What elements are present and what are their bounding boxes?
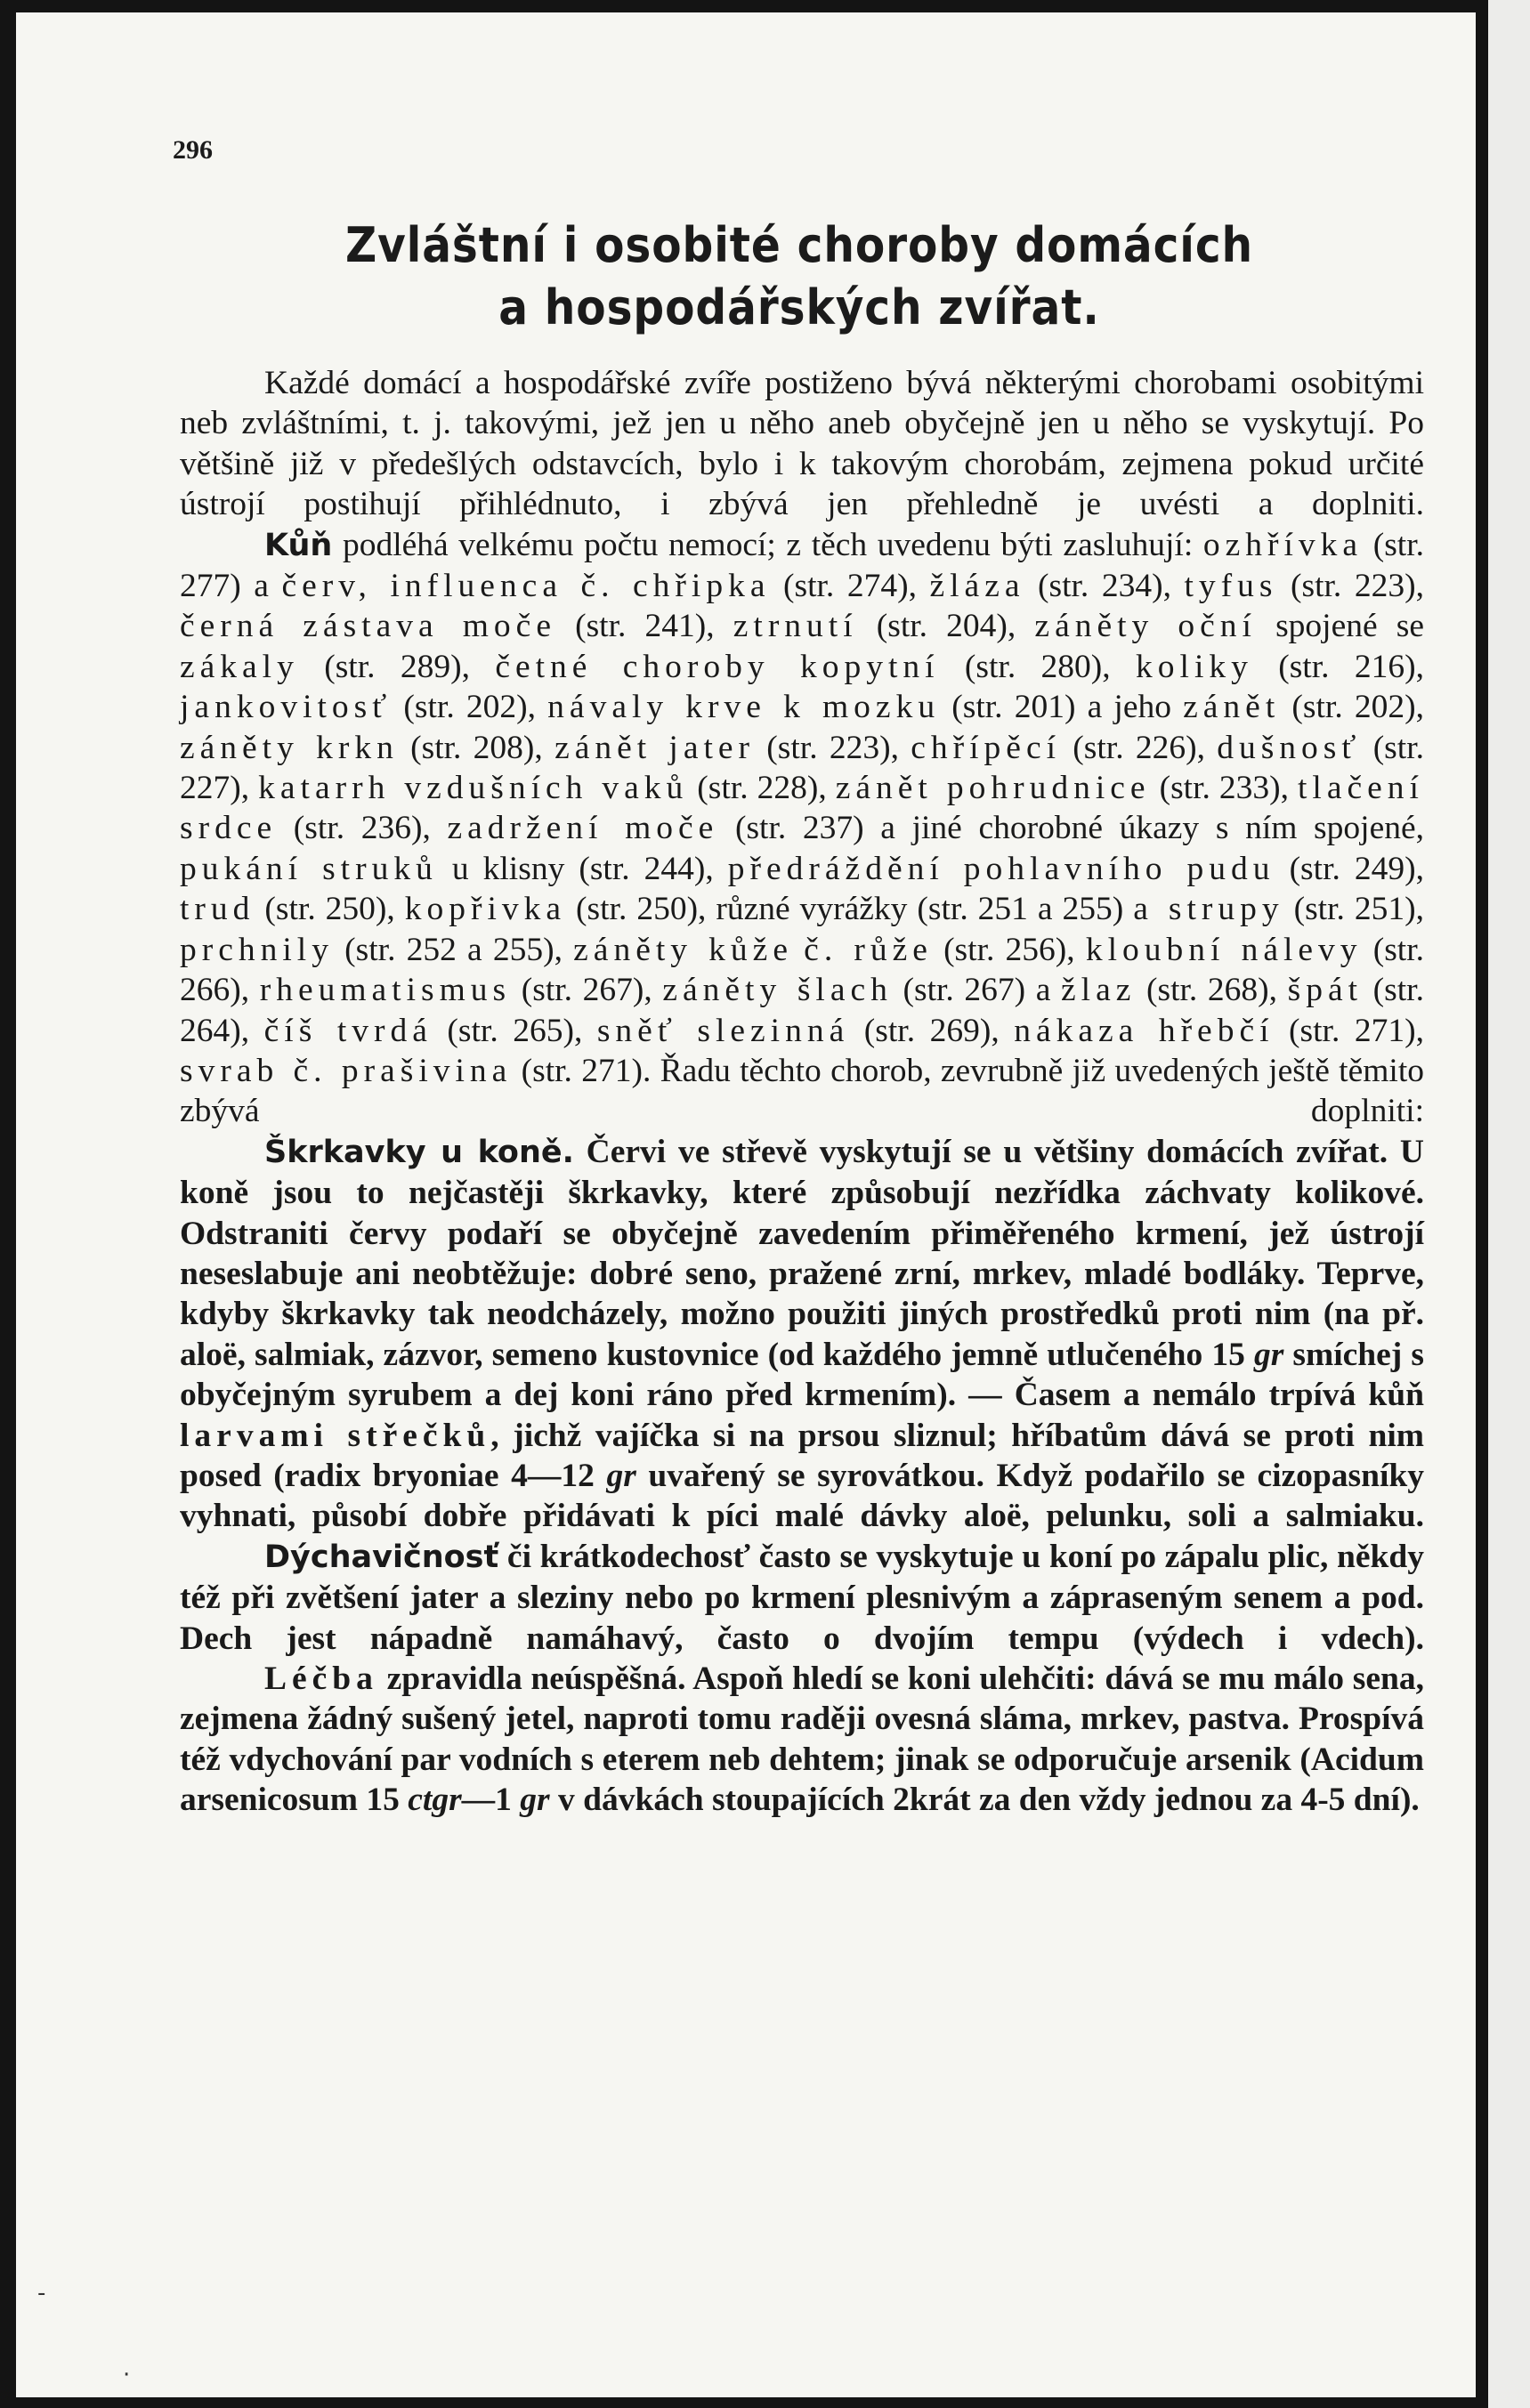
book-page [16,12,1476,2397]
paragraph-skrkavky: Škrkavky u koně. Červi ve střevě vyskytují se u většiny domácích zvířat. U koně jsou to nejčastěji škrkavky, které způsobují nezřídka záchvaty kolikové. Odstraniti červy podaří se obyčejně zavedením přiměřeného krmení, jež ústrojí neseslabuje ani neobtěžuje: dobré seno, pražené zrní, mrkev, mladé bodláky. Teprve, kdyby škrkavky tak neodcházely, možno použiti jiných prostředků proti nim (na př. aloë, salmiak, zázvor, semeno kustovnice (od každého jemně utlučeného 15 gr smíchej s obyčejným syrubem a dej koni ráno před krmením). — Časem a nemálo trpívá kůň larvami střečků, jichž vajíčka si na prsou sliznul; hříbatům dává se proti nim posed (radix bryoniae 4—12 gr uvařený se syrovátkou. Když podařilo se cizopasníky vyhnati, působí dobře přidávati k píci malé dávky aloë, pelunku, soli a salmiaku. [180,1133,1424,1535]
chapter-title-line-2: a hospodářských zvířat. [498,279,1100,335]
paragraph-lecba: Léčba zpravidla neúspěšná. Aspoň hledí se koni ulehčiti: dává se mu málo sena, zejmena žádný sušený jetel, naproti tomu raději ovesná sláma, mrkev, pastva. Prospívá též vdychování par vodních s eterem neb dehtem; jinak se odporučuje arsenik (Acidum arsenicosum 15 ctgr—1 gr v dávkách stoupajících 2krát za den vždy jednou za 4-5 dní). [180,1661,1424,1819]
chapter-title-line-1: Zvláštní i osobité choroby domácích [344,217,1254,273]
heading-kun: Kůň [264,527,333,563]
paragraph-kun: Kůň podléhá velkému počtu nemocí; z těch uvedenu býti zasluhují: ozhřívka (str. 277) a červ, influenca č. chřipka (str. 274), žláza (str. 234), tyfus (str. 223), černá zástava moče (str. 241), ztrnutí (str. 204), záněty oční spojené se zákaly (str. 289), četné choroby kopytní (str. 280), koliky (str. 216), jankovitosť (str. 202), návaly krve k mozku (str. 201) a jeho zánět (str. 202), záněty krkn (str. 208), zánět jater (str. 223), chřípěcí (str. 226), dušnosť (str. 227), katarrh vzdušních vaků (str. 228), zánět pohrudnice (str. 233), tlačení srdce (str. 236), zadržení moče (str. 237) a jiné chorobné úkazy s ním spojené, pukání struků u klisny (str. 244), předráždění pohlavního pudu (str. 249), trud (str. 250), kopřivka (str. 250), různé vyrážky (str. 251 a 255) a strupy (str. 251), prchnily (str. 252 a 255), záněty kůže č. růže (str. 256), kloubní nálevy (str. 266), rheumatismus (str. 267), záněty šlach (str. 267) a žlaz (str. 268), špát (str. 264), číš tvrdá (str. 265), sněť slezinná (str. 269), nákaza hřebčí (str. 271), svrab č. prašivina (str. 271). Řadu těchto chorob, zevrubně již uvedených ještě těmito zbývá doplniti: [180,526,1425,1130]
page-number: 296 [173,135,213,165]
body-text [180,363,1424,1821]
heading-skrkavky: Škrkavky u koně. [264,1134,574,1170]
heading-dychavicnost: Dýchavičnosť [264,1539,499,1575]
heading-lecba: Léčba [264,1661,378,1697]
intro-paragraph: Každé domácí a hospodářské zvíře postiženo bývá některými chorobami osobitými neb zvláštními, t. j. takovými, jež jen u něho aneb obyčejně jen u něho se vyskytují. Po většině již v předešlých odstavcích, bylo i k takovým chorobám, zejmena pokud určité ústrojí postihují přihlédnuto, i zbývá jen přehledně je uvésti a doplniti. [180,365,1424,523]
adjacent-page-edge [1488,0,1530,2408]
scan-artifact-mark: · [123,2362,131,2388]
paragraph-dychavicnost: Dýchavičnosť či krátkodechosť často se vyskytuje u koní po zápalu plic, někdy též při zvětšení jater a sleziny nebo po krmení plesnivým a zápraseným senem a pod. Dech jest nápadně namáhavý, často o dvojím tempu (výdech i vdech). [180,1538,1424,1657]
scan-artifact-mark: - [37,2280,46,2307]
